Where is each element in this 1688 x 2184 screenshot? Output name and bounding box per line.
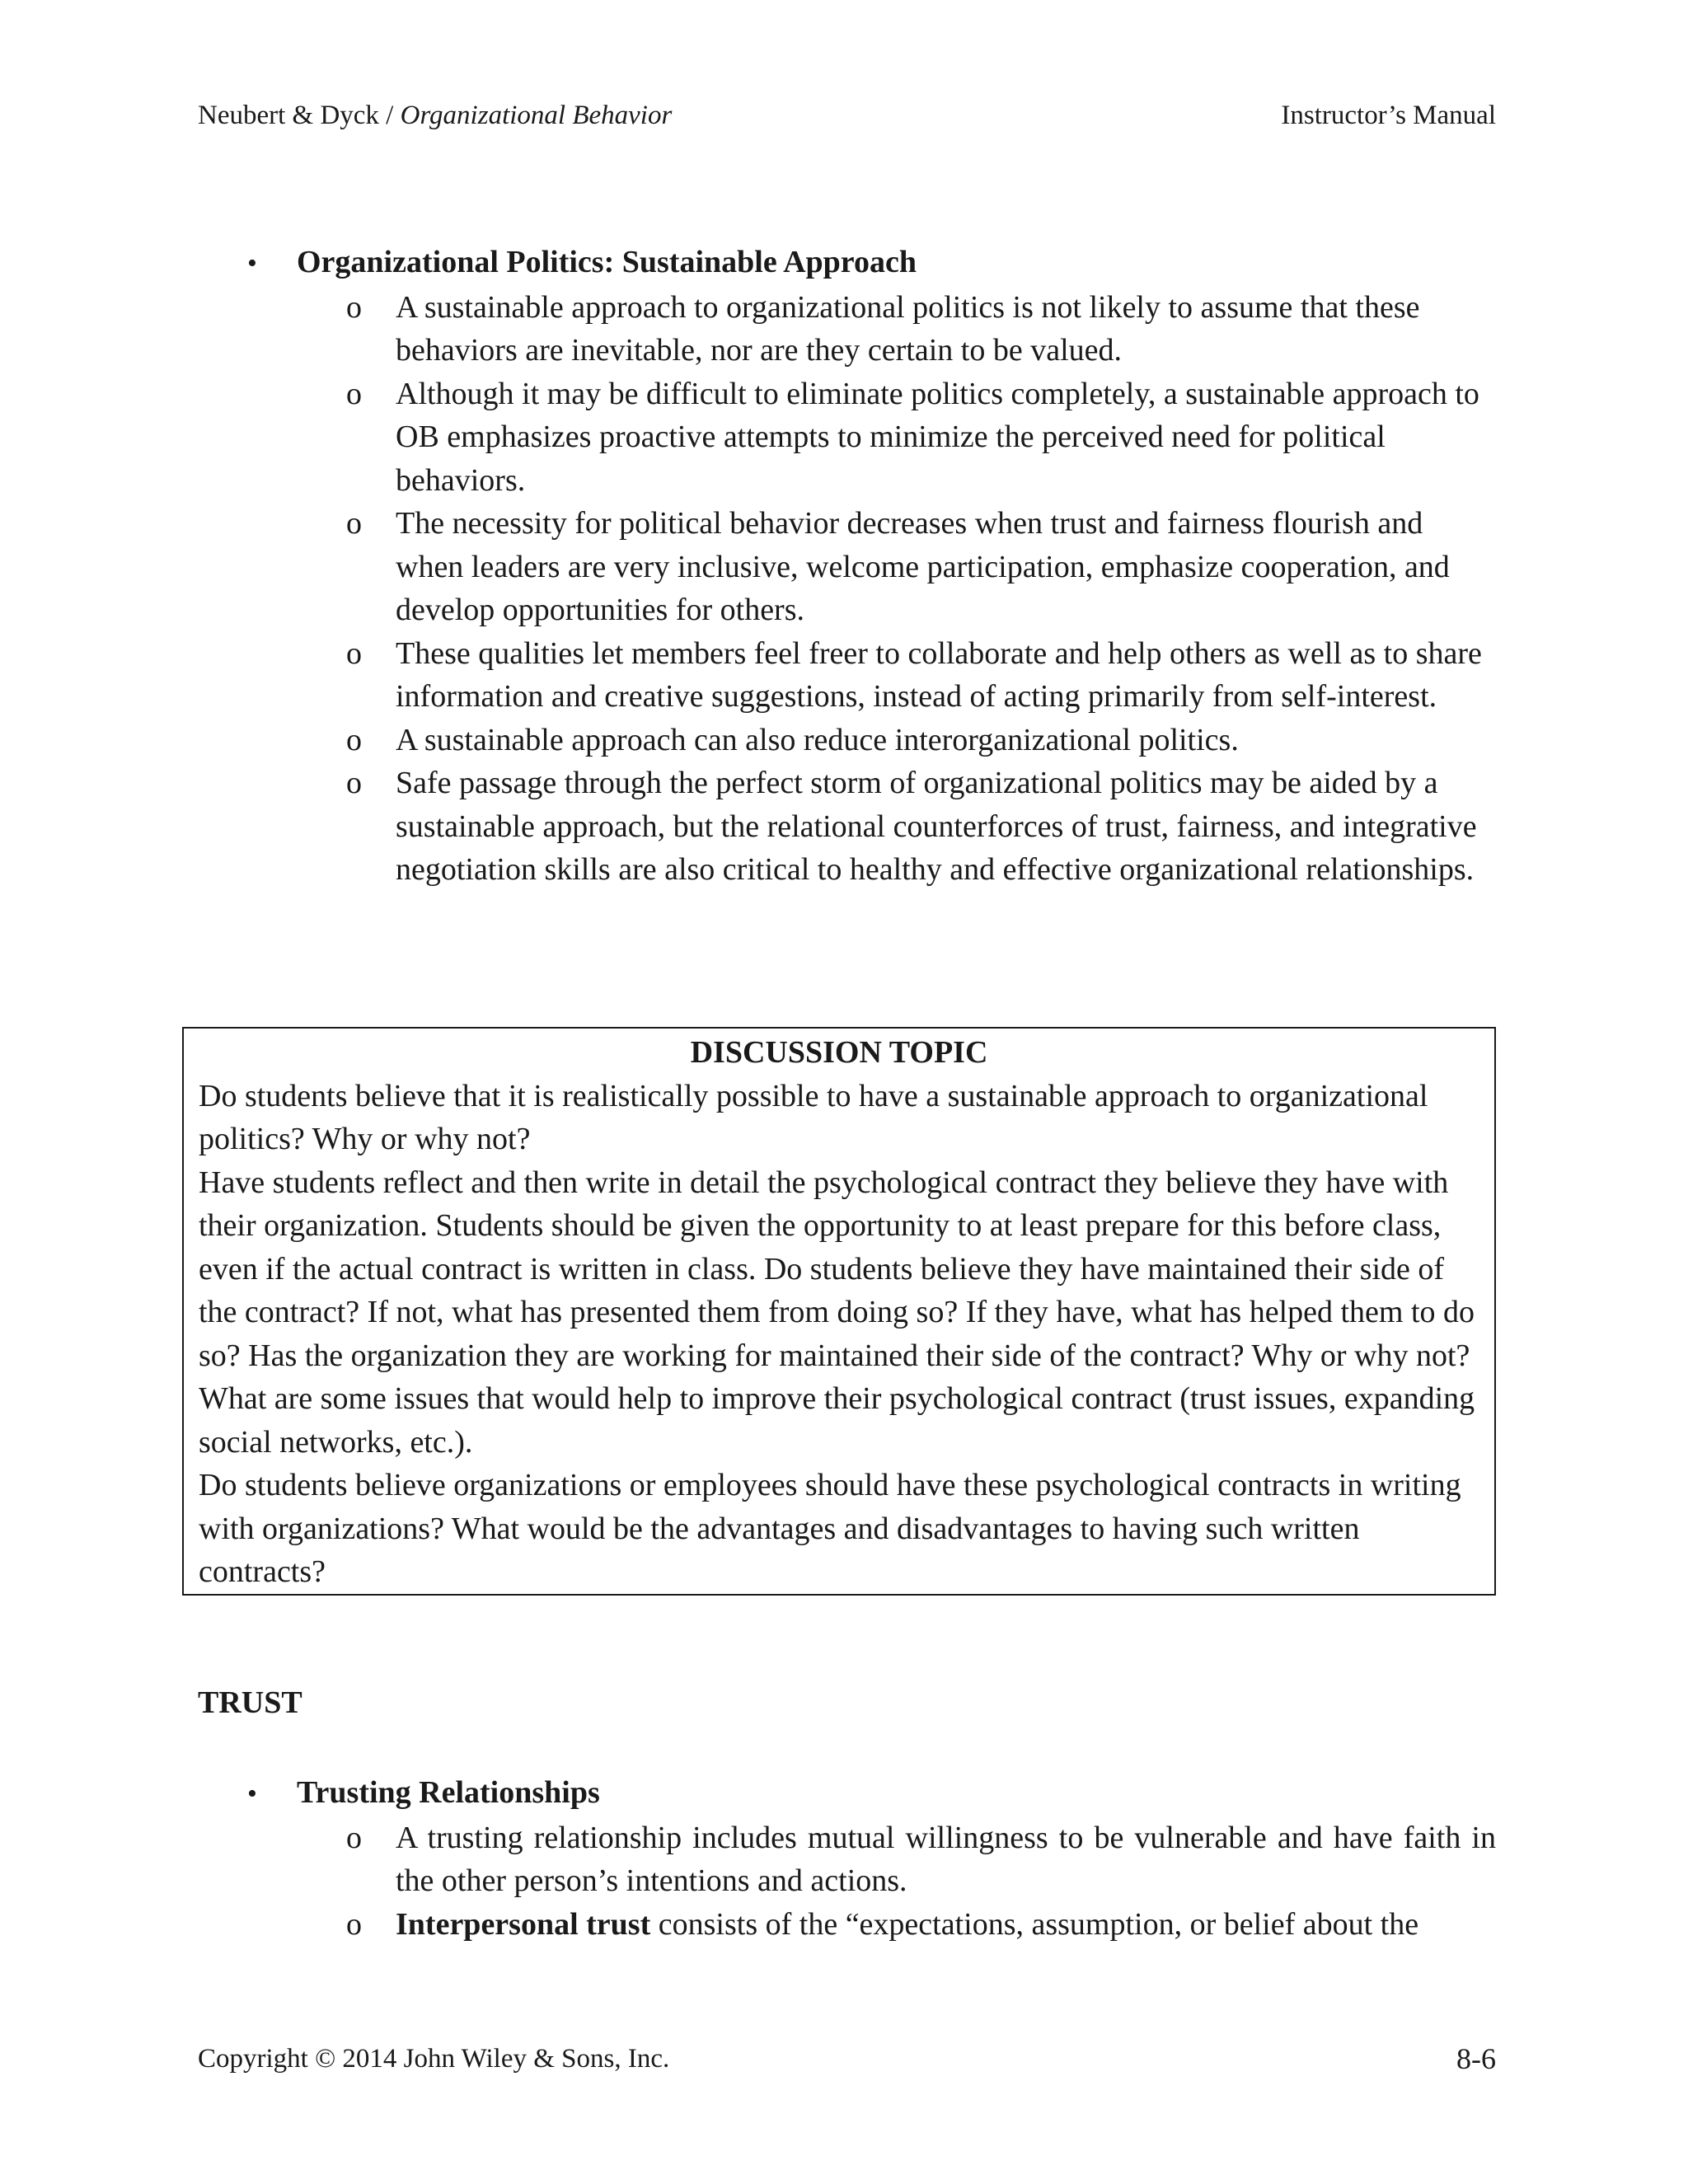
list-marker: o (346, 289, 362, 325)
discussion-title: DISCUSSION TOPIC (690, 1035, 988, 1070)
trust-heading: TRUST (198, 1685, 302, 1720)
header-book-title: Organizational Behavior (400, 101, 673, 130)
header-left (198, 97, 672, 134)
list-item (198, 502, 1496, 632)
interpersonal-trust-definition: consists of the “expectations, assumption, or belief about the (650, 1906, 1419, 1942)
list-item-text: Although it may be difficult to eliminate politics completely, a sustainable approach to OB emphasizes proactive attempts to minimize the perceived need for political behaviors. (396, 376, 1479, 498)
bullet-dot: • (247, 1779, 257, 1809)
politics-sub-list (198, 286, 1496, 892)
trust-title: Trusting Relationships (297, 1775, 600, 1810)
trust-sub-list (198, 1816, 1496, 1947)
discussion-paragraph: Have students reflect and then write in detail the psychological contract they believe they have with their organization. Students should be given the opportunity to at least prepare for this before class, even if the actual contract is written in class. Do students believe they have maintained their side of the contract? If not, what has presented them from doing so? If they have, what has helped them to do so? Has the organization they are working for maintained their side of the contract? Why or why not? What are some issues that would help to improve their psychological contract (trust issues, expanding social networks, etc.). (199, 1165, 1475, 1460)
politics-title: Organizational Politics: Sustainable Approach (297, 245, 917, 279)
list-item (198, 1903, 1496, 1947)
list-marker: o (346, 506, 362, 541)
trust-bullet (198, 1771, 1496, 1816)
list-item-text: A trusting relationship includes mutual willingness to be vulnerable and have faith in the other person’s intentions and actions. (396, 1820, 1496, 1898)
page-number: 8-6 (1456, 2042, 1496, 2075)
list-item-text: Safe passage through the perfect storm of organizational politics may be aided by a sustainable approach, but the relational counterforces of trust, fairness, and integrative negotiation skills are also critical to healthy and effective organizational relationships. (396, 766, 1477, 887)
discussion-topic-box (182, 1027, 1496, 1596)
list-item-text (396, 1903, 1496, 1947)
bullet-dot: • (247, 248, 257, 279)
list-item (198, 632, 1496, 719)
list-item (198, 373, 1496, 503)
list-marker: o (346, 1906, 362, 1942)
list-marker: o (346, 376, 362, 411)
list-item-text: A sustainable approach to organizational politics is not likely to assume that these behaviors are inevitable, nor are they certain to be valued. (396, 289, 1420, 368)
politics-section (198, 241, 1496, 892)
header-authors: Neubert & Dyck / (198, 101, 401, 130)
politics-bullet (198, 241, 1496, 286)
list-item (198, 286, 1496, 373)
list-marker: o (346, 766, 362, 800)
list-item (198, 1816, 1496, 1903)
list-item-text: The necessity for political behavior decreases when trust and fairness flourish and when leaders are very inclusive, welcome participation, emphasize cooperation, and develop opportunities for others. (396, 506, 1450, 627)
list-item-text: These qualities let members feel freer to collaborate and help others as well as to share information and creative suggestions, instead of acting primarily from self-interest. (396, 635, 1482, 714)
header-manual: Instructor’s Manual (1281, 101, 1496, 130)
list-item-text: A sustainable approach can also reduce interorganizational politics. (396, 722, 1239, 757)
list-marker: o (346, 635, 362, 671)
list-marker: o (346, 722, 362, 757)
discussion-paragraph: Do students believe that it is realistically possible to have a sustainable approach to organizational politics? Why or why not? (199, 1078, 1428, 1156)
trust-section (198, 1771, 1496, 1946)
list-marker: o (346, 1820, 362, 1855)
list-item (198, 762, 1496, 892)
copyright: Copyright © 2014 John Wiley & Sons, Inc. (198, 2044, 670, 2074)
discussion-paragraph: Do students believe organizations or employees should have these psychological contracts in writing with organizations? What would be the advantages and disadvantages to having such written contracts? (199, 1468, 1461, 1589)
page-footer (198, 2041, 1496, 2077)
interpersonal-trust-term: Interpersonal trust (396, 1906, 651, 1942)
list-item (198, 719, 1496, 762)
page-header (198, 97, 1496, 134)
